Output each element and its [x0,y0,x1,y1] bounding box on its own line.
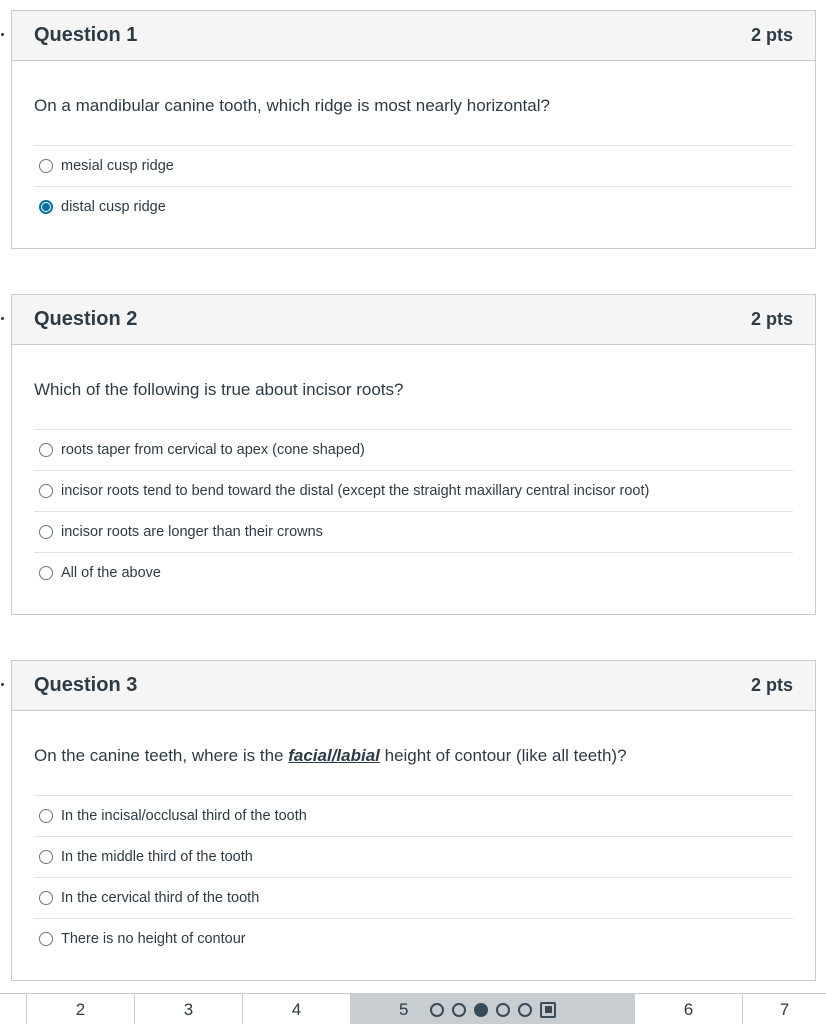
radio-button[interactable] [39,891,53,905]
radio-button[interactable] [39,566,53,580]
answer-option[interactable] [34,918,793,959]
question-title: Question 3 [34,674,138,696]
radio-button[interactable] [39,484,53,498]
question-text: Which of the following is true about incisor roots? [34,380,404,399]
answer-label: incisor roots tend to bend toward the distal (except the straight maxillary central incisor root) [61,483,650,499]
answer-option[interactable] [34,511,793,552]
question-dot-icon[interactable] [430,1003,444,1017]
question-header [12,295,815,345]
question-2 [11,294,816,615]
question-header [12,661,815,711]
question-header [12,11,815,61]
question-text-emphasis: facial/labial [288,746,380,765]
answer-label: In the cervical third of the tooth [61,890,260,906]
page-link-4[interactable]: 4 [243,994,351,1024]
question-title: Question 2 [34,308,138,330]
question-dot-icon[interactable] [518,1003,532,1017]
question-marker [1,683,4,686]
question-3 [11,660,816,981]
question-dot-current-icon[interactable] [474,1003,488,1017]
answer-option[interactable] [34,470,793,511]
radio-button[interactable] [39,443,53,457]
page-link-7[interactable]: 7 [779,999,790,1019]
answer-option[interactable] [34,552,793,593]
answer-label: incisor roots are longer than their crowns [61,524,323,540]
question-points: 2 pts [750,675,793,695]
answer-option[interactable] [34,429,793,470]
answer-label: roots taper from cervical to apex (cone shaped) [61,442,365,458]
question-1 [11,10,816,249]
radio-button[interactable] [39,932,53,946]
page-link-2[interactable]: 2 [27,994,135,1024]
answer-option[interactable] [34,836,793,877]
answer-list [34,145,793,227]
question-body [12,61,815,227]
page-question-dots [430,1002,556,1018]
answer-label: There is no height of contour [61,931,246,947]
answer-list [34,795,793,959]
answer-label: mesial cusp ridge [61,158,174,174]
question-points: 2 pts [750,309,793,329]
answer-label: In the middle third of the tooth [61,849,253,865]
page-link-3[interactable]: 3 [135,994,243,1024]
question-body [12,711,815,959]
answer-option[interactable] [34,877,793,918]
radio-button-selected[interactable] [39,200,53,214]
answer-option[interactable] [34,145,793,186]
answer-label: In the incisal/occlusal third of the tooth [61,808,307,824]
page-link-6[interactable]: 6 [635,994,743,1024]
answer-label: All of the above [61,565,161,581]
radio-button[interactable] [39,850,53,864]
question-dot-flag-icon[interactable] [540,1002,556,1018]
question-text-end: height of contour (like all teeth)? [379,746,627,765]
question-body [12,345,815,593]
question-marker [1,317,4,320]
radio-button[interactable] [39,159,53,173]
question-text-start: On the canine teeth, where is the [34,746,289,765]
page-current-5[interactable] [351,994,635,1024]
radio-button[interactable] [39,809,53,823]
question-points: 2 pts [750,25,793,45]
answer-option[interactable] [34,795,793,836]
question-dot-icon[interactable] [452,1003,466,1017]
pager-spacer [0,994,27,1024]
question-marker [1,33,4,36]
answer-label: distal cusp ridge [61,199,166,215]
answer-list [34,429,793,593]
question-dot-icon[interactable] [496,1003,510,1017]
question-text: On a mandibular canine tooth, which ridge is most nearly horizontal? [34,96,550,115]
page-current-number: 5 [399,999,409,1019]
answer-option[interactable] [34,186,793,227]
radio-button[interactable] [39,525,53,539]
question-text [34,745,793,767]
question-title: Question 1 [34,24,138,46]
question-pager [0,993,826,1024]
